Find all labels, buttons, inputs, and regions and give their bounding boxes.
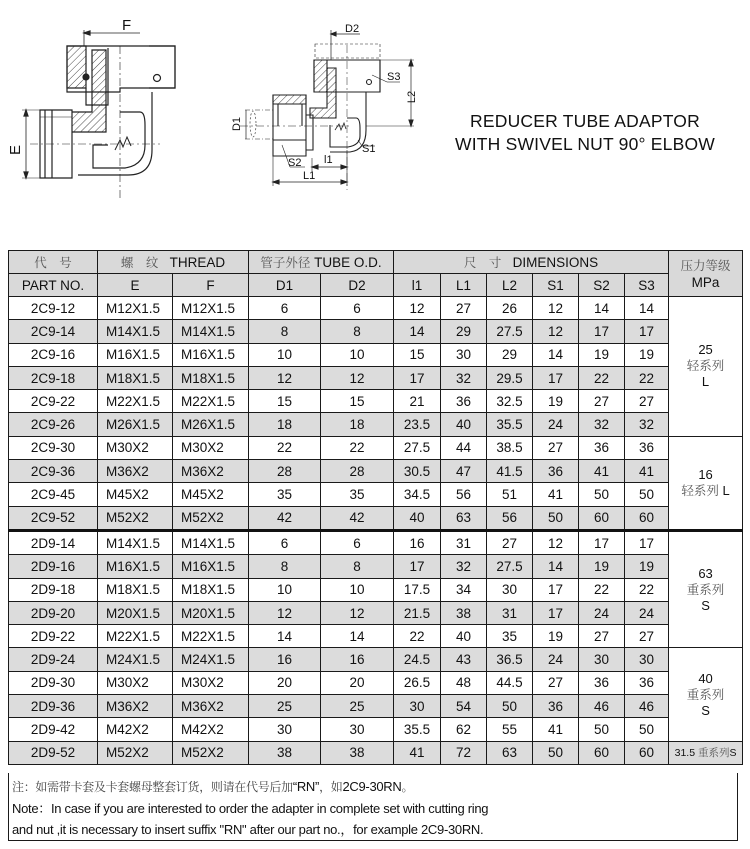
label-l1: l1 bbox=[324, 154, 333, 166]
table-row bbox=[9, 648, 743, 671]
table-row bbox=[9, 343, 743, 366]
value-cell: M20X1.5 bbox=[98, 601, 173, 624]
part-number-cell: 2D9-36 bbox=[9, 695, 98, 718]
value-cell: M18X1.5 bbox=[173, 578, 249, 601]
table-body bbox=[9, 297, 743, 765]
value-cell: 50 bbox=[579, 483, 625, 506]
value-cell: 12 bbox=[533, 320, 579, 343]
value-cell: 27 bbox=[579, 390, 625, 413]
value-cell: M14X1.5 bbox=[173, 530, 249, 554]
value-cell: 16 bbox=[394, 530, 441, 554]
part-number-cell: 2C9-26 bbox=[9, 413, 98, 436]
label-L2: L2 bbox=[406, 90, 418, 104]
label-F: F bbox=[122, 17, 132, 34]
right-section-view bbox=[240, 30, 414, 190]
value-cell: 12 bbox=[321, 601, 394, 624]
value-cell: M26X1.5 bbox=[98, 413, 173, 436]
value-cell: 30.5 bbox=[394, 460, 441, 483]
value-cell: 46 bbox=[625, 695, 669, 718]
product-title bbox=[440, 110, 730, 156]
value-cell: 10 bbox=[249, 343, 321, 366]
part-number-cell: 2D9-16 bbox=[9, 555, 98, 578]
value-cell: 12 bbox=[394, 297, 441, 320]
note-cn: 注：如需带卡套及卡套螺母整套订货，则请在代号后加“RN”，如2C9-30RN。 bbox=[12, 779, 414, 794]
value-cell: 17 bbox=[394, 366, 441, 389]
value-cell: 21.5 bbox=[394, 601, 441, 624]
value-cell: M18X1.5 bbox=[98, 578, 173, 601]
value-cell: 6 bbox=[321, 297, 394, 320]
left-section-view bbox=[22, 30, 175, 200]
table-row bbox=[9, 601, 743, 624]
value-cell: 14 bbox=[249, 625, 321, 648]
value-cell: 63 bbox=[441, 506, 487, 530]
table-row bbox=[9, 483, 743, 506]
value-cell: 18 bbox=[321, 413, 394, 436]
value-cell: 34.5 bbox=[394, 483, 441, 506]
value-cell: 21 bbox=[394, 390, 441, 413]
value-cell: 28 bbox=[249, 460, 321, 483]
value-cell: M52X2 bbox=[98, 506, 173, 530]
value-cell: 50 bbox=[579, 718, 625, 741]
value-cell: 8 bbox=[321, 320, 394, 343]
value-cell: 29.5 bbox=[487, 366, 533, 389]
value-cell: 36 bbox=[533, 460, 579, 483]
value-cell: 50 bbox=[625, 483, 669, 506]
value-cell: 19 bbox=[625, 343, 669, 366]
table-row bbox=[9, 413, 743, 436]
value-cell: 24 bbox=[625, 601, 669, 624]
header-thread: 螺 纹 THREAD bbox=[98, 251, 249, 274]
header-col-L2: L2 bbox=[487, 274, 533, 297]
value-cell: 50 bbox=[533, 506, 579, 530]
header-col-D2: D2 bbox=[321, 274, 394, 297]
table-row bbox=[9, 625, 743, 648]
value-cell: 19 bbox=[533, 625, 579, 648]
value-cell: 35.5 bbox=[394, 718, 441, 741]
value-cell: 6 bbox=[249, 530, 321, 554]
value-cell: 46 bbox=[579, 695, 625, 718]
value-cell: 32 bbox=[579, 413, 625, 436]
part-number-cell: 2C9-30 bbox=[9, 436, 98, 459]
value-cell: 22 bbox=[625, 366, 669, 389]
header-pressure: 压力等级 MPa bbox=[669, 251, 743, 297]
table-row bbox=[9, 320, 743, 343]
value-cell: 40 bbox=[441, 625, 487, 648]
value-cell: 6 bbox=[321, 530, 394, 554]
value-cell: 14 bbox=[579, 297, 625, 320]
header-col-D1: D1 bbox=[249, 274, 321, 297]
value-cell: 27.5 bbox=[487, 555, 533, 578]
value-cell: 38 bbox=[321, 741, 394, 764]
label-S2: S2 bbox=[288, 157, 302, 169]
value-cell: M24X1.5 bbox=[173, 648, 249, 671]
value-cell: 27.5 bbox=[487, 320, 533, 343]
part-number-cell: 2D9-18 bbox=[9, 578, 98, 601]
value-cell: M30X2 bbox=[173, 436, 249, 459]
table-row bbox=[9, 436, 743, 459]
value-cell: 40 bbox=[394, 506, 441, 530]
value-cell: 22 bbox=[394, 625, 441, 648]
part-number-cell: 2D9-22 bbox=[9, 625, 98, 648]
value-cell: 12 bbox=[533, 530, 579, 554]
value-cell: 14 bbox=[321, 625, 394, 648]
value-cell: 43 bbox=[441, 648, 487, 671]
value-cell: M18X1.5 bbox=[98, 366, 173, 389]
value-cell: 36 bbox=[625, 671, 669, 694]
header-dimensions: 尺 寸 DIMENSIONS bbox=[394, 251, 669, 274]
value-cell: 17 bbox=[625, 530, 669, 554]
value-cell: 8 bbox=[249, 320, 321, 343]
value-cell: 22 bbox=[625, 578, 669, 601]
table-row bbox=[9, 297, 743, 320]
value-cell: 31 bbox=[441, 530, 487, 554]
value-cell: 25 bbox=[249, 695, 321, 718]
value-cell: 15 bbox=[249, 390, 321, 413]
value-cell: 41.5 bbox=[487, 460, 533, 483]
value-cell: M14X1.5 bbox=[173, 320, 249, 343]
value-cell: 25 bbox=[321, 695, 394, 718]
label-S1: S1 bbox=[362, 143, 376, 155]
value-cell: 54 bbox=[441, 695, 487, 718]
value-cell: 41 bbox=[533, 483, 579, 506]
value-cell: 14 bbox=[533, 343, 579, 366]
value-cell: 36 bbox=[533, 695, 579, 718]
value-cell: 15 bbox=[394, 343, 441, 366]
part-number-cell: 2D9-42 bbox=[9, 718, 98, 741]
value-cell: M26X1.5 bbox=[173, 413, 249, 436]
value-cell: 32 bbox=[625, 413, 669, 436]
value-cell: 40 bbox=[441, 413, 487, 436]
part-number-cell: 2C9-22 bbox=[9, 390, 98, 413]
table-row bbox=[9, 460, 743, 483]
value-cell: 36.5 bbox=[487, 648, 533, 671]
value-cell: 17 bbox=[533, 578, 579, 601]
value-cell: 41 bbox=[394, 741, 441, 764]
part-number-cell: 2C9-16 bbox=[9, 343, 98, 366]
value-cell: 17 bbox=[579, 320, 625, 343]
header-col-L1: L1 bbox=[441, 274, 487, 297]
value-cell: 36 bbox=[441, 390, 487, 413]
value-cell: M16X1.5 bbox=[173, 343, 249, 366]
value-cell: 50 bbox=[487, 695, 533, 718]
value-cell: 35.5 bbox=[487, 413, 533, 436]
value-cell: 48 bbox=[441, 671, 487, 694]
value-cell: 24 bbox=[533, 413, 579, 436]
value-cell: 38 bbox=[249, 741, 321, 764]
value-cell: M12X1.5 bbox=[98, 297, 173, 320]
value-cell: 32 bbox=[441, 555, 487, 578]
value-cell: 17 bbox=[394, 555, 441, 578]
value-cell: 50 bbox=[533, 741, 579, 764]
pressure-group-cell: 16 轻系列 L bbox=[669, 436, 743, 530]
part-number-cell: 2C9-45 bbox=[9, 483, 98, 506]
label-E: E bbox=[7, 144, 24, 156]
value-cell: M30X2 bbox=[173, 671, 249, 694]
header-part-cn: 代 号 bbox=[9, 251, 98, 274]
value-cell: 32.5 bbox=[487, 390, 533, 413]
value-cell: 32 bbox=[441, 366, 487, 389]
value-cell: 17 bbox=[625, 320, 669, 343]
value-cell: 18 bbox=[249, 413, 321, 436]
part-number-cell: 2C9-18 bbox=[9, 366, 98, 389]
value-cell: 35 bbox=[487, 625, 533, 648]
header-tube-od: 管子外径 TUBE O.D. bbox=[249, 251, 394, 274]
value-cell: M42X2 bbox=[173, 718, 249, 741]
value-cell: 27 bbox=[579, 625, 625, 648]
value-cell: 10 bbox=[321, 343, 394, 366]
value-cell: 24 bbox=[579, 601, 625, 624]
value-cell: 24.5 bbox=[394, 648, 441, 671]
value-cell: 63 bbox=[487, 741, 533, 764]
value-cell: 60 bbox=[625, 506, 669, 530]
label-S3: S3 bbox=[387, 71, 401, 83]
value-cell: 22 bbox=[249, 436, 321, 459]
value-cell: 17 bbox=[533, 601, 579, 624]
table-row bbox=[9, 695, 743, 718]
note-en-line-2: and nut ,it is necessary to insert suffix "RN" after our part no.，for example 2C9-30RN. bbox=[12, 822, 484, 837]
value-cell: 60 bbox=[579, 506, 625, 530]
value-cell: M36X2 bbox=[173, 695, 249, 718]
value-cell: 26.5 bbox=[394, 671, 441, 694]
value-cell: M16X1.5 bbox=[98, 555, 173, 578]
value-cell: 35 bbox=[249, 483, 321, 506]
value-cell: 10 bbox=[321, 578, 394, 601]
table-row bbox=[9, 530, 743, 554]
value-cell: 56 bbox=[487, 506, 533, 530]
part-number-cell: 2C9-36 bbox=[9, 460, 98, 483]
value-cell: 23.5 bbox=[394, 413, 441, 436]
value-cell: 38 bbox=[441, 601, 487, 624]
header-col-S2: S2 bbox=[579, 274, 625, 297]
value-cell: M30X2 bbox=[98, 671, 173, 694]
value-cell: 30 bbox=[579, 648, 625, 671]
part-number-cell: 2D9-20 bbox=[9, 601, 98, 624]
value-cell: 41 bbox=[625, 460, 669, 483]
value-cell: 30 bbox=[441, 343, 487, 366]
part-number-cell: 2C9-14 bbox=[9, 320, 98, 343]
header-col-l1: l1 bbox=[394, 274, 441, 297]
table-row bbox=[9, 390, 743, 413]
value-cell: 29 bbox=[487, 343, 533, 366]
value-cell: M52X2 bbox=[173, 741, 249, 764]
value-cell: 60 bbox=[579, 741, 625, 764]
value-cell: 8 bbox=[249, 555, 321, 578]
note-en-line-1: Note：In case if you are interested to order the adapter in complete set with cutting ring bbox=[12, 801, 489, 816]
value-cell: 8 bbox=[321, 555, 394, 578]
value-cell: 10 bbox=[249, 578, 321, 601]
part-number-cell: 2D9-52 bbox=[9, 741, 98, 764]
value-cell: 22 bbox=[579, 366, 625, 389]
value-cell: 12 bbox=[249, 601, 321, 624]
value-cell: M36X2 bbox=[173, 460, 249, 483]
value-cell: 27 bbox=[533, 671, 579, 694]
value-cell: 22 bbox=[579, 578, 625, 601]
pressure-group-cell: 40 重系列 S bbox=[669, 648, 743, 741]
value-cell: 30 bbox=[394, 695, 441, 718]
value-cell: 56 bbox=[441, 483, 487, 506]
value-cell: 30 bbox=[487, 578, 533, 601]
value-cell: 30 bbox=[321, 718, 394, 741]
value-cell: 42 bbox=[321, 506, 394, 530]
part-number-cell: 2C9-52 bbox=[9, 506, 98, 530]
pressure-group-cell: 25 轻系列 L bbox=[669, 297, 743, 437]
value-cell: 60 bbox=[625, 741, 669, 764]
value-cell: 19 bbox=[579, 343, 625, 366]
header-part-no: PART NO. bbox=[9, 274, 98, 297]
value-cell: 29 bbox=[441, 320, 487, 343]
value-cell: M52X2 bbox=[98, 741, 173, 764]
value-cell: 30 bbox=[249, 718, 321, 741]
value-cell: 27 bbox=[533, 436, 579, 459]
value-cell: 44 bbox=[441, 436, 487, 459]
value-cell: 19 bbox=[625, 555, 669, 578]
value-cell: M36X2 bbox=[98, 695, 173, 718]
value-cell: 62 bbox=[441, 718, 487, 741]
part-number-cell: 2C9-12 bbox=[9, 297, 98, 320]
header-col-F: F bbox=[173, 274, 249, 297]
value-cell: 6 bbox=[249, 297, 321, 320]
value-cell: 35 bbox=[321, 483, 394, 506]
value-cell: 24 bbox=[533, 648, 579, 671]
value-cell: M18X1.5 bbox=[173, 366, 249, 389]
value-cell: M22X1.5 bbox=[173, 390, 249, 413]
value-cell: 17 bbox=[533, 366, 579, 389]
header-row-1 bbox=[9, 251, 743, 274]
part-number-cell: 2D9-24 bbox=[9, 648, 98, 671]
value-cell: 17.5 bbox=[394, 578, 441, 601]
value-cell: 20 bbox=[249, 671, 321, 694]
value-cell: M24X1.5 bbox=[98, 648, 173, 671]
value-cell: 26 bbox=[487, 297, 533, 320]
header-col-E: E bbox=[98, 274, 173, 297]
value-cell: 47 bbox=[441, 460, 487, 483]
value-cell: 12 bbox=[249, 366, 321, 389]
value-cell: 34 bbox=[441, 578, 487, 601]
value-cell: 55 bbox=[487, 718, 533, 741]
table-row bbox=[9, 555, 743, 578]
title-line-1: REDUCER TUBE ADAPTOR bbox=[470, 111, 700, 131]
value-cell: 28 bbox=[321, 460, 394, 483]
value-cell: 72 bbox=[441, 741, 487, 764]
value-cell: 41 bbox=[579, 460, 625, 483]
value-cell: 31 bbox=[487, 601, 533, 624]
value-cell: 22 bbox=[321, 436, 394, 459]
label-L1: L1 bbox=[303, 170, 316, 182]
part-number-cell: 2D9-14 bbox=[9, 530, 98, 554]
order-note bbox=[8, 773, 738, 841]
value-cell: 27 bbox=[441, 297, 487, 320]
table-row bbox=[9, 578, 743, 601]
spec-table bbox=[8, 250, 743, 765]
header-row-2 bbox=[9, 274, 743, 297]
value-cell: 36 bbox=[625, 436, 669, 459]
value-cell: M14X1.5 bbox=[98, 530, 173, 554]
value-cell: M45X2 bbox=[98, 483, 173, 506]
part-number-cell: 2D9-30 bbox=[9, 671, 98, 694]
value-cell: 12 bbox=[321, 366, 394, 389]
table-row bbox=[9, 506, 743, 530]
value-cell: M14X1.5 bbox=[98, 320, 173, 343]
pressure-group-cell: 31.5 重系列S bbox=[669, 741, 743, 764]
value-cell: 36 bbox=[579, 671, 625, 694]
label-D1: D1 bbox=[231, 116, 243, 132]
value-cell: 38.5 bbox=[487, 436, 533, 459]
label-D2: D2 bbox=[345, 23, 360, 35]
value-cell: 16 bbox=[321, 648, 394, 671]
value-cell: M16X1.5 bbox=[173, 555, 249, 578]
table-row bbox=[9, 718, 743, 741]
value-cell: 15 bbox=[321, 390, 394, 413]
value-cell: M30X2 bbox=[98, 436, 173, 459]
value-cell: 27 bbox=[487, 530, 533, 554]
value-cell: M16X1.5 bbox=[98, 343, 173, 366]
value-cell: 50 bbox=[625, 718, 669, 741]
value-cell: 19 bbox=[533, 390, 579, 413]
table-row bbox=[9, 741, 743, 764]
value-cell: 17 bbox=[579, 530, 625, 554]
header-col-S1: S1 bbox=[533, 274, 579, 297]
value-cell: 12 bbox=[533, 297, 579, 320]
value-cell: 19 bbox=[579, 555, 625, 578]
value-cell: M12X1.5 bbox=[173, 297, 249, 320]
value-cell: 42 bbox=[249, 506, 321, 530]
title-line-2: WITH SWIVEL NUT 90° ELBOW bbox=[455, 134, 715, 154]
value-cell: M20X1.5 bbox=[173, 601, 249, 624]
value-cell: M52X2 bbox=[173, 506, 249, 530]
value-cell: M45X2 bbox=[173, 483, 249, 506]
value-cell: 14 bbox=[625, 297, 669, 320]
value-cell: 27 bbox=[625, 390, 669, 413]
value-cell: 44.5 bbox=[487, 671, 533, 694]
value-cell: 27.5 bbox=[394, 436, 441, 459]
value-cell: 51 bbox=[487, 483, 533, 506]
table-row bbox=[9, 671, 743, 694]
value-cell: 30 bbox=[625, 648, 669, 671]
value-cell: M42X2 bbox=[98, 718, 173, 741]
header-col-S3: S3 bbox=[625, 274, 669, 297]
value-cell: 14 bbox=[533, 555, 579, 578]
value-cell: M22X1.5 bbox=[98, 625, 173, 648]
value-cell: 36 bbox=[579, 436, 625, 459]
value-cell: 20 bbox=[321, 671, 394, 694]
value-cell: M22X1.5 bbox=[98, 390, 173, 413]
pressure-group-cell: 63 重系列 S bbox=[669, 530, 743, 647]
value-cell: 41 bbox=[533, 718, 579, 741]
value-cell: M36X2 bbox=[98, 460, 173, 483]
value-cell: 27 bbox=[625, 625, 669, 648]
value-cell: 14 bbox=[394, 320, 441, 343]
value-cell: 16 bbox=[249, 648, 321, 671]
table-row bbox=[9, 366, 743, 389]
value-cell: M22X1.5 bbox=[173, 625, 249, 648]
